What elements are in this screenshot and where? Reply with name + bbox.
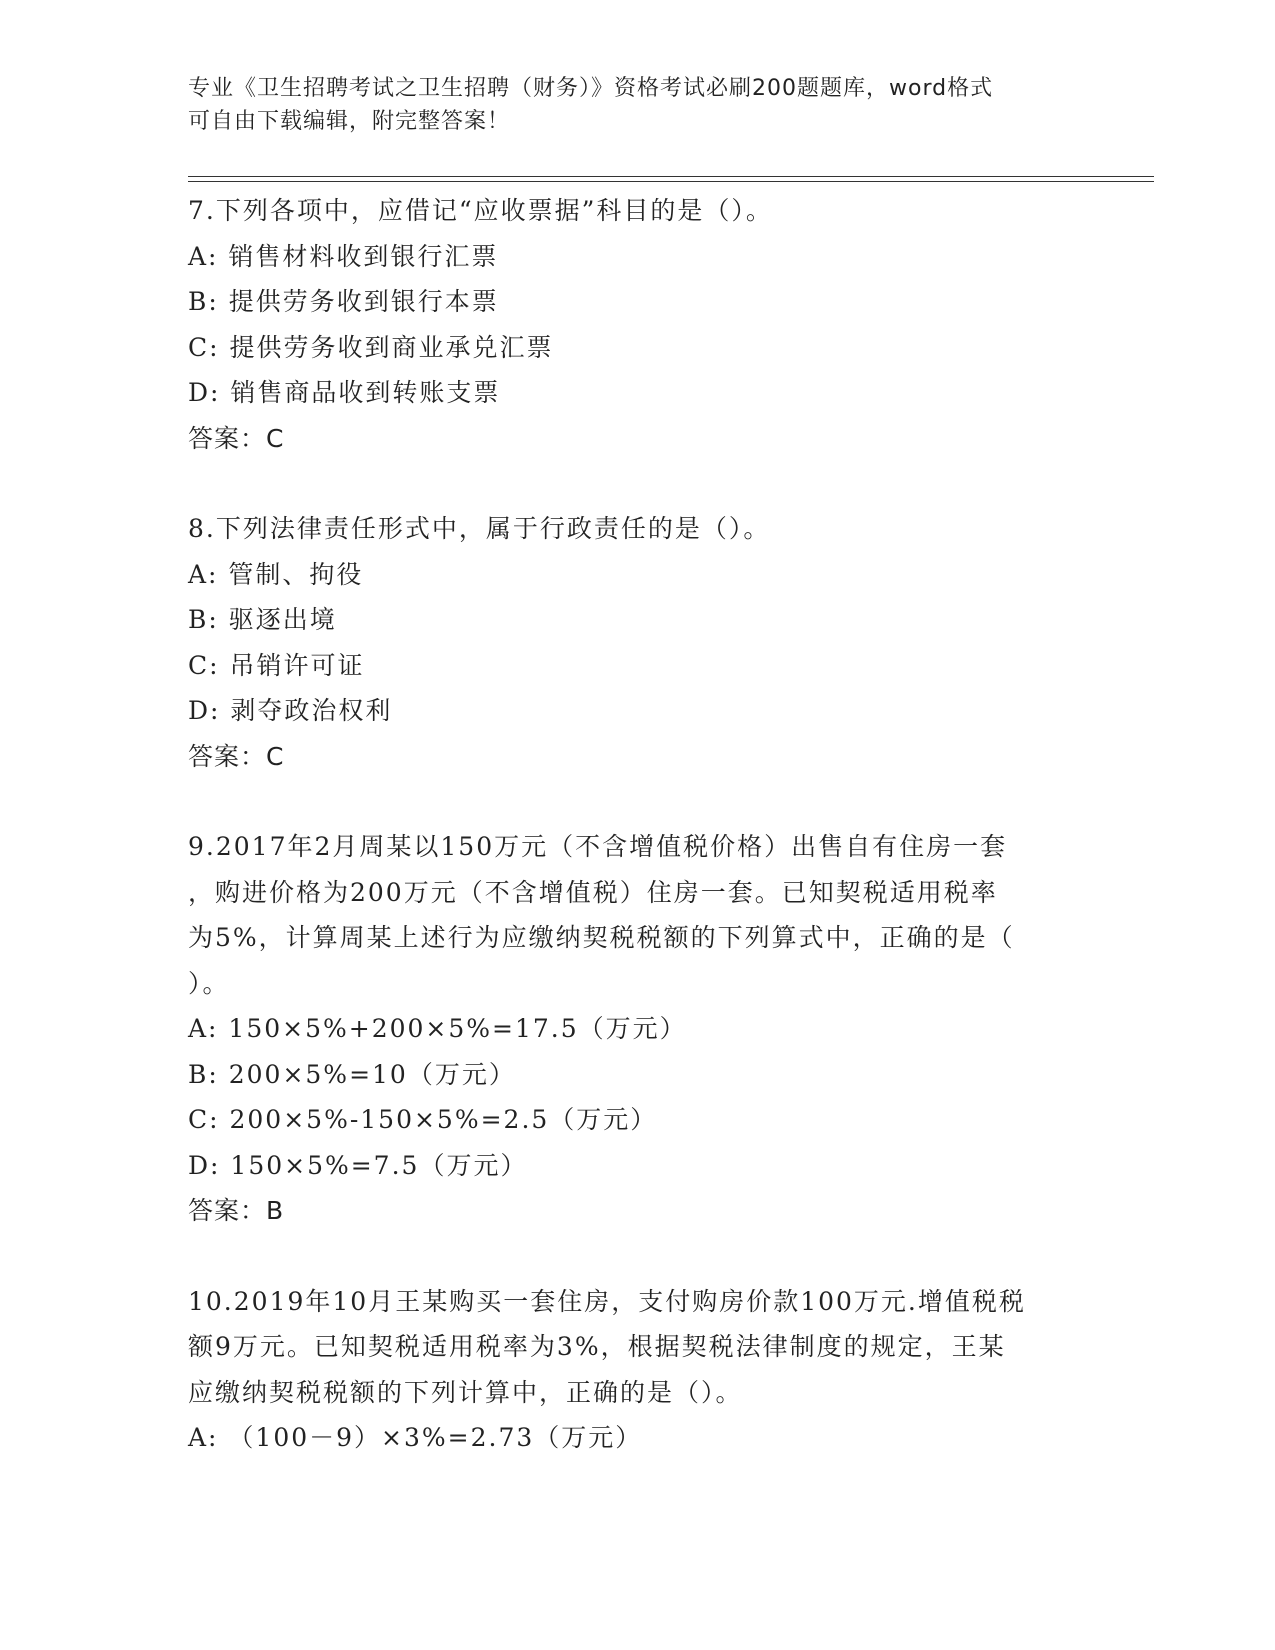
option-d: D: 150×5%=7.5（万元） (188, 1150, 528, 1180)
option-b: B: 提供劳务收到银行本票 (188, 287, 499, 316)
question-list (188, 188, 1088, 1506)
question-stem-line-1: 9.2017年2月周某以150万元（不含增值税价格）出售自有住房一套 (188, 832, 1008, 861)
option-c: C: 吊销许可证 (188, 650, 365, 680)
header-title-line-2: 可自由下载编辑，附完整答案！ (188, 109, 511, 134)
option-a: A: （100－9）×3%=2.73（万元） (188, 1423, 643, 1452)
option-b: B: 200×5%=10（万元） (188, 1059, 516, 1089)
option-c: C: 提供劳务收到商业承兑汇票 (188, 332, 554, 362)
question-stem-line-3: 应缴纳契税税额的下列计算中，正确的是（）。 (188, 1377, 743, 1407)
option-d: D: 剥夺政治权利 (188, 696, 393, 725)
option-a: A: 管制、拘役 (188, 559, 364, 589)
question-8 (188, 506, 1088, 779)
question-9 (188, 824, 1088, 1234)
question-stem-line-2: 额9万元。已知契税适用税率为3%，根据契税法律制度的规定，王某 (188, 1332, 1006, 1361)
option-c: C: 200×5%-150×5%=2.5（万元） (188, 1105, 658, 1134)
header-title-line-1: 专业《卫生招聘考试之卫生招聘（财务）》资格考试必刷200题题库，word格式 (188, 76, 994, 101)
question-stem-line-3: 为5%，计算周某上述行为应缴纳契税税额的下列算式中，正确的是（ (188, 923, 1015, 952)
document-header (188, 72, 1068, 138)
answer-label: 答案：C (188, 423, 285, 453)
option-d: D: 销售商品收到转账支票 (188, 378, 501, 407)
answer-label: 答案：B (188, 1196, 285, 1225)
question-stem-line-4: ）。 (188, 968, 230, 998)
question-stem-line-2: ，购进价格为200万元（不含增值税）住房一套。已知契税适用税率 (188, 877, 998, 907)
question-7 (188, 188, 1088, 461)
question-stem: 7.下列各项中，应借记“应收票据”科目的是（）。 (188, 196, 773, 225)
question-stem: 8.下列法律责任形式中，属于行政责任的是（）。 (188, 514, 771, 543)
option-a: A: 150×5%+200×5%=17.5（万元） (188, 1014, 687, 1043)
question-stem-line-1: 10.2019年10月王某购买一套住房，支付购房价款100万元.增值税税 (188, 1286, 1026, 1316)
option-a: A: 销售材料收到银行汇票 (188, 241, 499, 271)
header-divider-top (188, 176, 1154, 177)
answer-label: 答案：C (188, 741, 285, 771)
question-10 (188, 1279, 1088, 1461)
header-divider-bottom (188, 181, 1154, 182)
option-b: B: 驱逐出境 (188, 605, 337, 634)
